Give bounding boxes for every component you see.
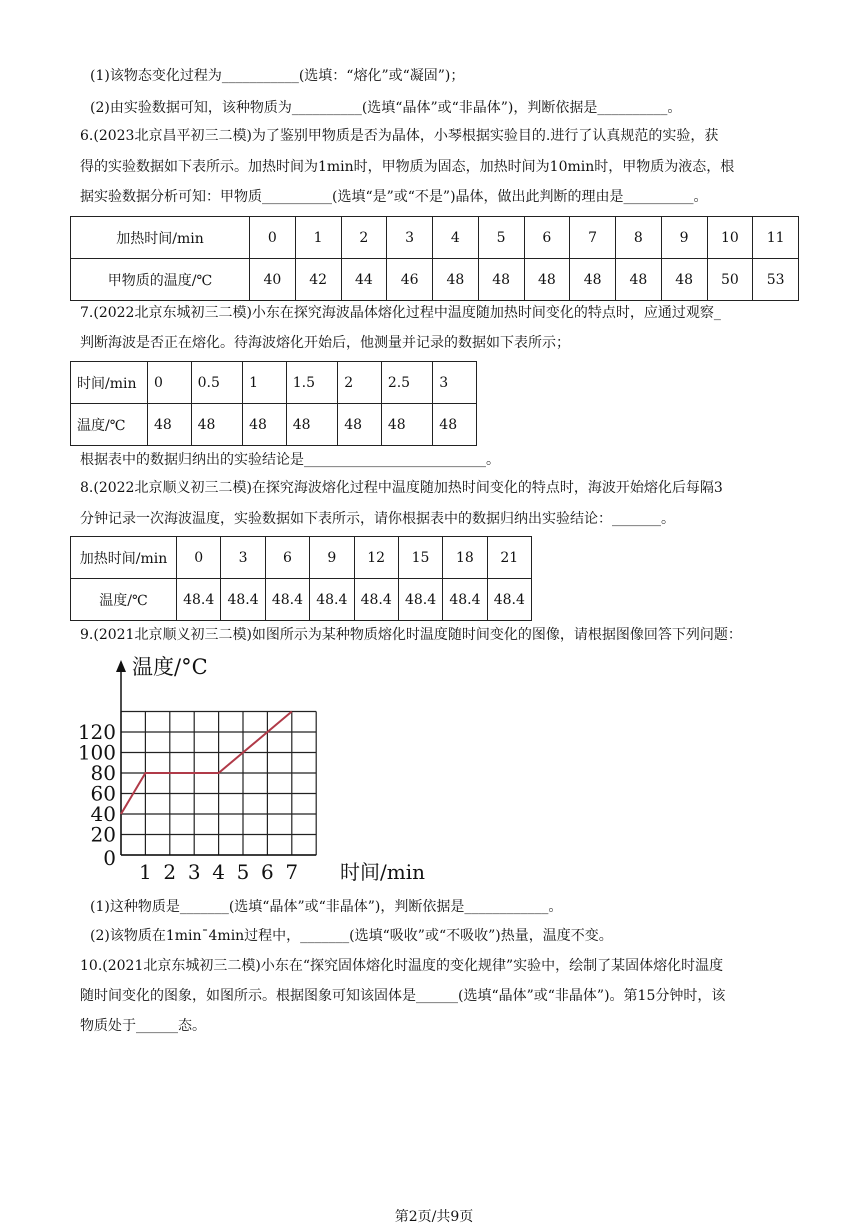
table-cell: 9	[310, 537, 354, 579]
chart-axes	[116, 660, 316, 855]
table-cell: 48.4	[354, 579, 398, 621]
table-cell: 2	[338, 362, 382, 404]
x-tick-label: 6	[261, 860, 274, 884]
table-cell: 15	[398, 537, 442, 579]
table-cell: 3	[221, 537, 265, 579]
chart-grid	[121, 712, 316, 856]
table-cell: 11	[753, 217, 799, 259]
table-cell: 48.4	[177, 579, 221, 621]
table-cell: 0	[250, 217, 296, 259]
y-axis-label: 温度/°C	[132, 655, 208, 679]
table-cell: 12	[354, 537, 398, 579]
table-cell: 48	[478, 259, 524, 301]
table-cell: 9	[661, 217, 707, 259]
q10-line2: 随时间变化的图象，如图所示。根据图象可知该固体是______(选填“晶体”或“非晶体”)。第15分钟时，该	[80, 988, 726, 1004]
table-cell: 48	[661, 259, 707, 301]
q7-line2: 判断海波是否正在熔化。待海波熔化开始后，他测量并记录的数据如下表所示；	[80, 335, 570, 351]
q8-line1: 8.(2022北京顺义初三二模)在探究海波熔化过程中温度随加热时间变化的特点时，海波开始熔化后每隔3	[80, 480, 723, 496]
table-cell: 46	[387, 259, 433, 301]
table-q7	[70, 361, 477, 446]
table-cell: 1	[295, 217, 341, 259]
x-tick-label: 4	[212, 860, 225, 884]
table-q8-header: 加热时间/min	[71, 537, 177, 579]
q8-line2: 分钟记录一次海波温度，实验数据如下表所示，请你根据表中的数据归纳出实验结论：_______。	[80, 511, 675, 527]
table-cell: 8	[616, 217, 662, 259]
y-tick-label: 60	[90, 781, 116, 806]
table-cell: 48	[524, 259, 570, 301]
q7-line3: 根据表中的数据归纳出的实验结论是__________________________。	[80, 452, 500, 468]
table-cell: 40	[250, 259, 296, 301]
table-cell: 53	[753, 259, 799, 301]
table-cell: 48.4	[443, 579, 487, 621]
table-q6-header: 加热时间/min	[71, 217, 250, 259]
y-tick-label: 80	[90, 761, 116, 785]
table-cell: 6	[265, 537, 309, 579]
q5-part2: (2)由实验数据可知，该种物质为__________(选填“晶体”或“非晶体”)，判断依据是__________。	[90, 100, 682, 116]
page-footer: 第2页/共9页	[394, 1209, 474, 1225]
table-cell: 48	[381, 404, 432, 446]
table-q7-header: 温度/℃	[71, 404, 148, 446]
table-cell: 7	[570, 217, 616, 259]
table-cell: 48	[286, 404, 337, 446]
table-cell: 6	[524, 217, 570, 259]
table-cell: 10	[707, 217, 753, 259]
q7-line1: 7.(2022北京东城初三二模)小东在探究海波晶体熔化过程中温度随加热时间变化的特点时，应通过观察_	[80, 305, 721, 321]
chart-series	[121, 712, 292, 815]
table-cell: 48.4	[221, 579, 265, 621]
x-tick-label: 5	[236, 860, 250, 884]
x-tick-label: 7	[285, 860, 299, 884]
table-cell: 3	[387, 217, 433, 259]
table-q8-header: 温度/℃	[71, 579, 177, 621]
q10-line1: 10.(2021北京东城初三二模)小东在“探究固体熔化时温度的变化规律”实验中，绘制了某固体熔化时温度	[80, 958, 724, 974]
x-axis-label: 时间/min	[340, 860, 425, 884]
q5-part1: (1)该物态变化过程为___________(选填：“熔化”或“凝固”)；	[90, 68, 465, 84]
table-q6-header: 甲物质的温度/℃	[71, 259, 250, 301]
table-cell: 48	[616, 259, 662, 301]
table-cell: 50	[707, 259, 753, 301]
table-cell: 18	[443, 537, 487, 579]
temperature-time-chart	[75, 650, 445, 885]
q9-line1: 9.(2021北京顺义初三二模)如图所示为某种物质熔化时温度随时间变化的图像，请根据图像回答下列问题：	[80, 627, 742, 643]
series-line	[121, 712, 292, 815]
table-cell: 4	[433, 217, 479, 259]
table-cell: 48	[433, 259, 479, 301]
table-cell: 0	[148, 362, 192, 404]
x-tick-label: 2	[163, 860, 177, 884]
table-cell: 48.4	[310, 579, 354, 621]
y-tick-label: 40	[90, 802, 116, 826]
table-cell: 48	[433, 404, 477, 446]
table-q7-header: 时间/min	[71, 362, 148, 404]
y-tick-label: 20	[90, 822, 116, 847]
table-cell: 48	[243, 404, 287, 446]
q9-part1: (1)这种物质是_______(选填“晶体”或“非晶体”)，判断依据是____________。	[90, 899, 563, 915]
table-cell: 0.5	[191, 362, 242, 404]
q6-line2: 得的实验数据如下表所示。加热时间为1min时，甲物质为固态，加热时间为10min时，甲物质为液态，根	[80, 159, 735, 175]
x-tick-label: 3	[187, 860, 201, 884]
table-cell: 48	[570, 259, 616, 301]
table-cell: 48	[191, 404, 242, 446]
q6-line3: 据实验数据分析可知：甲物质__________(选填“是”或“不是”)晶体，做出此判断的理由是__________。	[80, 189, 708, 205]
chart-ticks	[78, 720, 298, 884]
table-q8	[70, 536, 532, 621]
q9-part2: (2)该物质在1minˉ4min过程中，_______(选填“吸收”或“不吸收”)热量，温度不变。	[90, 928, 613, 944]
x-tick-label: 1	[139, 860, 152, 884]
table-cell: 3	[433, 362, 477, 404]
table-cell: 48	[148, 404, 192, 446]
table-cell: 48.4	[487, 579, 531, 621]
table-q6	[70, 216, 799, 301]
q6-line1: 6.(2023北京昌平初三二模)为了鉴别甲物质是否为晶体，小琴根据实验目的.进行了认真规范的实验，获	[80, 128, 719, 144]
table-cell: 48.4	[398, 579, 442, 621]
y-tick-label: 100	[77, 740, 116, 765]
table-cell: 2.5	[381, 362, 432, 404]
y-tick-label: 0	[103, 846, 116, 870]
table-cell: 5	[478, 217, 524, 259]
table-cell: 48	[338, 404, 382, 446]
q10-line3: 物质处于______态。	[80, 1018, 206, 1034]
y-axis-arrow	[116, 660, 126, 672]
table-cell: 1	[243, 362, 287, 404]
table-cell: 48.4	[265, 579, 309, 621]
table-cell: 21	[487, 537, 531, 579]
table-cell: 42	[295, 259, 341, 301]
table-cell: 2	[341, 217, 387, 259]
y-tick-label: 120	[77, 720, 116, 744]
table-cell: 44	[341, 259, 387, 301]
table-cell: 0	[177, 537, 221, 579]
table-cell: 1.5	[286, 362, 337, 404]
